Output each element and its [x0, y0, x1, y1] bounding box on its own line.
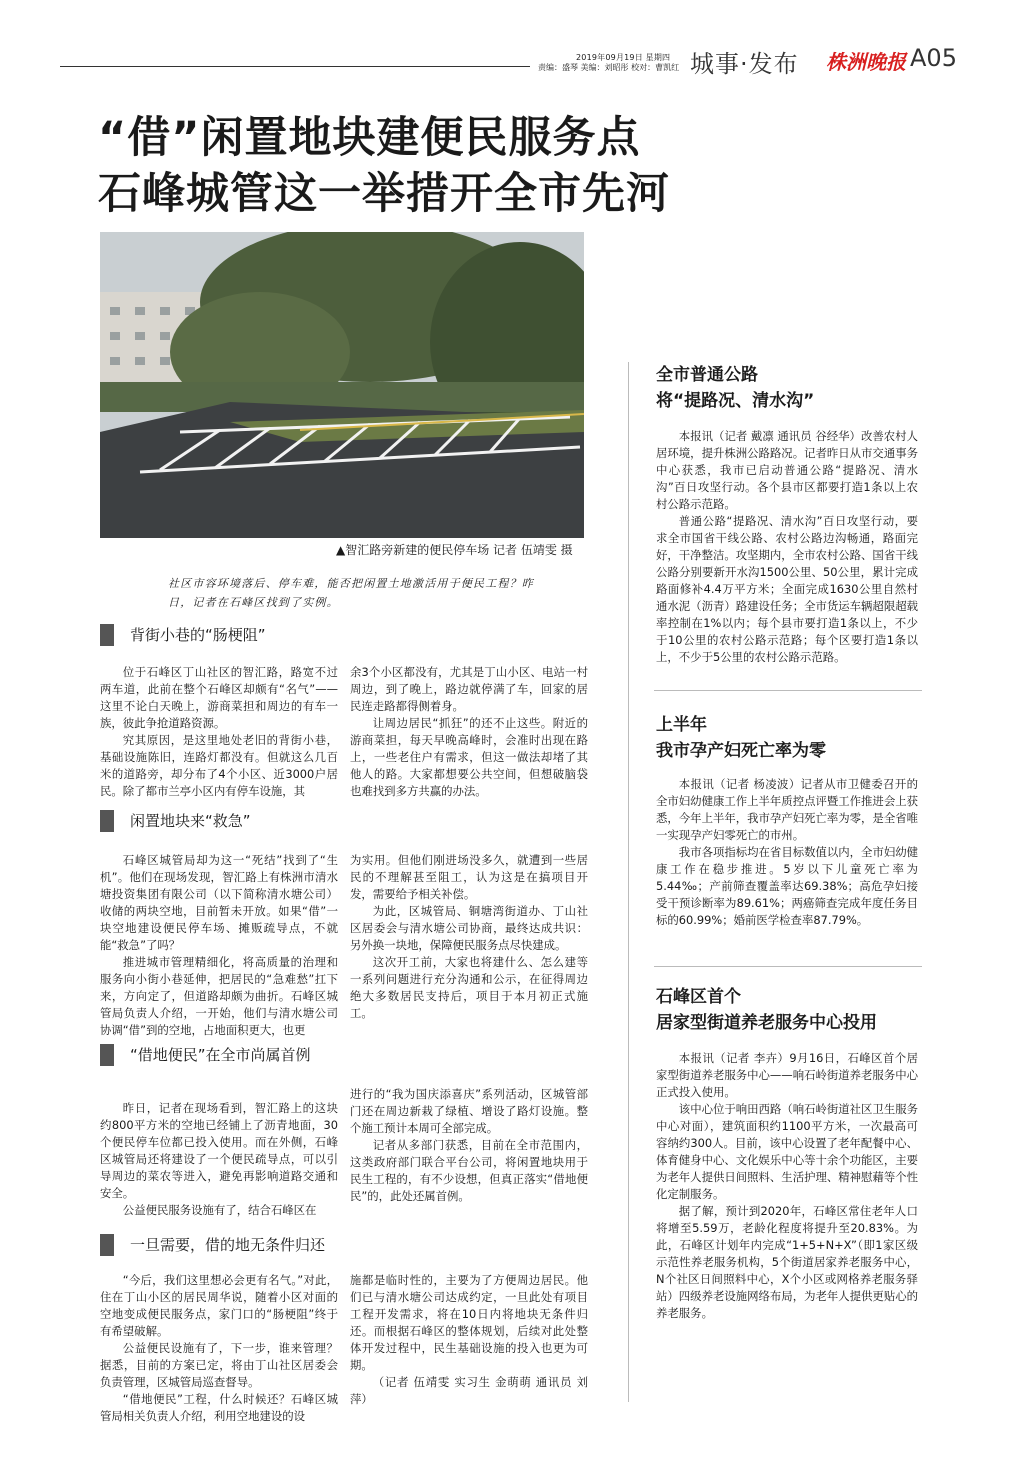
paragraph: 进行的“我为国庆添喜庆”系列活动，区城管部门还在周边新栽了绿植、增设了路灯设施。整个施工预计本周可全部完成。: [350, 1087, 588, 1135]
parking-lot-photo: [100, 232, 584, 538]
headline-line1: “借”闲置地块建便民服务点: [98, 113, 641, 163]
section-2-column-2: [350, 852, 588, 1022]
article-divider: [654, 690, 922, 691]
staff-credits: 责编：盛琴 美编：刘昭彤 校对：曹凯红: [538, 63, 680, 72]
section-2-column-1: [100, 852, 338, 1039]
section-1-column-2: [350, 664, 588, 800]
paragraph: 该中心位于响田西路（响石岭街道社区卫生服务中心对面），建筑面积约1100平方米，一次最高可容纳约300人。目前，该中心设置了老年配餐中心、体育健身中心、文化娱乐中心等十余个功能区，主要为老年人提供日间照料、生活护理、精神慰藉等个性化定制服务。: [656, 1102, 919, 1201]
subhead-marker: [100, 1234, 114, 1256]
subhead-marker: [100, 1044, 114, 1066]
paragraph: 本报讯（记者 李卉）9月16日，石峰区首个居家型街道养老服务中心——响石岭街道养老服务中心正式投入使用。: [656, 1051, 918, 1099]
right-article-3-body: [656, 1050, 918, 1322]
paragraph: 推进城市管理精细化，将高质量的治理和服务向小街小巷延伸，把居民的“急难愁”扛下来，方向定了，但道路却颇为曲折。石峰区城管局负责人介绍，一开始，他们与清水塘公司协调“借”到的空地，占地面积更大，也更: [100, 955, 338, 1037]
column-divider: [628, 362, 629, 1402]
section-3-column-1: [100, 1100, 338, 1219]
paragraph: 本报讯（记者 杨凌波）记者从市卫健委召开的全市妇幼健康工作上半年质控点评暨工作推进会上获悉，今年上半年，我市孕产妇死亡率为零，是全省唯一实现孕产妇零死亡的市州。: [656, 777, 918, 842]
title-line: 全市普通公路: [656, 365, 758, 385]
paragraph: 记者从多部门获悉，目前在全市范围内，这类政府部门联合平台公司，将闲置地块用于民生工程的，有不少设想，但真正落实“借地便民”的，此处还属首例。: [350, 1138, 588, 1203]
photo-caption: ▲智汇路旁新建的便民停车场 记者 伍靖雯 摄: [336, 543, 573, 557]
title-line: 上半年: [656, 715, 707, 735]
paragraph: 公益便民服务设施有了，结合石峰区在: [122, 1203, 317, 1217]
paragraph: “今后，我们这里想必会更有名气。”对此，住在丁山小区的居民周华说，随着小区对面的空地变成便民服务点，家门口的“肠梗阻”终于有希望破解。: [100, 1273, 338, 1338]
page-number: A05: [910, 44, 957, 72]
paragraph: “借地便民”工程，什么时候还？石峰区城管局相关负责人介绍，利用空地建设的设: [100, 1392, 338, 1423]
paragraph: 为此，区城管局、铜塘湾街道办、丁山社区居委会与清水塘公司协商，最终达成共识：另外换一块地，保障便民服务点尽快建成。: [350, 904, 588, 952]
paragraph: 普通公路“提路况、清水沟”百日攻坚行动，要求全市国省干线公路、农村公路边沟畅通，路面完好，干净整洁。攻坚期内，全市农村公路、国省干线公路分别要新开水沟1500公里、50公里，累计完成路面修补4.4万平方米；全面完成1630公里自然村通水泥（沥青）路建设任务；全市货运车辆超限超载率控制在1%以内；每个县市要打造1条以上，不少于10公里的农村公路示范路；每个区要打造1条以上，不少于5公里的农村公路示范路。: [656, 514, 918, 664]
issue-date: 2019年09月19日 星期四: [576, 53, 671, 62]
paragraph: 据了解，预计到2020年，石峰区常住老年人口将增至5.59万，老龄化程度将提升至20.83%。为此，石峰区计划年内完成“1+5+N+X”（即1家区级示范性养老服务机构，5个街道居家养老服务中心，N个社区日间照料中心，X个小区或网格养老服务驿站）四级养老设施网络布局，为老年人提供更贴心的养老服务。: [656, 1204, 918, 1320]
headline-line2: 石峰城管这一举措开全市先河: [98, 169, 670, 219]
newspaper-logo: 株洲晚报: [826, 50, 906, 74]
section-4-column-2: [350, 1272, 588, 1408]
right-article-1-title: [656, 362, 814, 414]
article-divider: [654, 966, 922, 967]
paragraph: 石峰区城管局却为这一“死结”找到了“生机”。他们在现场发现，智汇路上有株洲市清水塘投资集团有限公司（以下简称清水塘公司）收储的两块空地，目前暂未开放。如果“借”一块空地建设便民停车场、摊贩疏导点，不就能“救急”了吗？: [100, 853, 338, 952]
paragraph: 这次开工前，大家也将建什么、怎么建等一系列问题进行充分沟通和公示，在征得周边绝大多数居民支持后，项目于本月初正式施工。: [350, 955, 588, 1020]
paragraph: 昨日，记者在现场看到，智汇路上的这块约800平方米的空地已经铺上了沥青地面，30个便民停车位都已投入使用。而在外侧，石峰区城管局还将建设了一个便民疏导点，可以引导周边的菜农等进入，避免再影响道路交通和安全。: [100, 1101, 338, 1200]
paragraph: 我市各项指标均在省目标数值以内，全市妇幼健康工作在稳步推进。5岁以下儿童死亡率为5.44‰；产前筛查覆盖率达69.38%；高危孕妇接受干预诊断率为89.61%；两癌筛查完成年度任务目标的60.99%；婚前医学检查率87.79%。: [656, 845, 919, 927]
subhead-marker: [100, 810, 114, 832]
paragraph: 位于石峰区丁山社区的智汇路，路宽不过两车道，此前在整个石峰区却颇有“名气”——这里不论白天晚上，游商菜担和周边的有车一族，彼此争抢道路资源。: [100, 665, 338, 730]
subhead-title: 闲置地块来“救急”: [130, 812, 251, 830]
right-article-3-title: [656, 984, 877, 1036]
section-3-column-2: [350, 1086, 588, 1205]
paragraph: 本报讯（记者 戴凛 通讯员 谷经华）改善农村人居环境，提升株洲公路路况。记者昨日从市交通事务中心获悉，我市已启动普通公路“提路况、清水沟”百日攻坚行动。各个县市区都要打造1条以上农村公路示范路。: [656, 429, 918, 511]
paragraph: 施都是临时性的，主要为了方便周边居民。他们已与清水塘公司达成约定，一旦此处有项目工程开发需求，将在10日内将地块无条件归还。而根据石峰区的整体规划，后续对此处整体开发过程中，民生基础设施的投入也更为可期。: [350, 1273, 588, 1372]
paragraph: 让周边居民“抓狂”的还不止这些。附近的游商菜担，每天早晚高峰时，会准时出现在路上，一些老住户有需求，但这一做法却堵了其他人的路。大家都想要公共空间，但想破脑袋也难找到多方共赢的办法。: [350, 716, 588, 798]
paragraph: 余3个小区都没有，尤其是丁山小区、电站一村周边，到了晚上，路边就停满了车，回家的居民连走路都得侧着身。: [350, 665, 588, 713]
paragraph: （记者 伍靖雯 实习生 金萌萌 通讯员 刘萍）: [350, 1375, 588, 1406]
right-article-1-body: [656, 428, 918, 666]
title-line: 居家型街道养老服务中心投用: [656, 1013, 877, 1033]
right-article-2-title: [656, 712, 826, 764]
subhead-title: 背街小巷的“肠梗阻”: [130, 626, 266, 644]
paragraph: 公益便民设施有了，下一步，谁来管理？据悉，目前的方案已定，将由丁山社区居委会负责管理，区城管局巡查督导。: [100, 1341, 338, 1389]
subhead-marker: [100, 624, 114, 646]
photo-illustration: [100, 232, 584, 538]
section-name: 城事·发布: [690, 50, 799, 78]
header-rule: [60, 66, 530, 67]
title-line: 我市孕产妇死亡率为零: [656, 741, 826, 761]
section-1-column-1: [100, 664, 338, 800]
section-4-column-1: [100, 1272, 338, 1425]
right-article-2-body: [656, 776, 918, 929]
paragraph: 究其原因，是这里地处老旧的背街小巷，基础设施陈旧，连路灯都没有。但就这么几百米的道路旁，却分布了4个小区、近3000户居民。除了都市兰亭小区内有停车设施，其: [100, 733, 338, 798]
paragraph: 为实用。但他们刚进场没多久，就遭到一些居民的不理解甚至阻工，认为这是在搞项目开发，需要给予相关补偿。: [350, 853, 588, 901]
title-line: 石峰区首个: [656, 987, 741, 1007]
subhead-title: “借地便民”在全市尚属首例: [130, 1046, 311, 1064]
subhead-title: 一旦需要，借的地无条件归还: [130, 1236, 326, 1254]
title-line: 将“提路况、清水沟”: [656, 391, 815, 411]
lead-paragraph: 社区市容环境落后、停车难，能否把闲置土地激活用于便民工程？昨日，记者在石峰区找到了实例。: [168, 577, 534, 609]
